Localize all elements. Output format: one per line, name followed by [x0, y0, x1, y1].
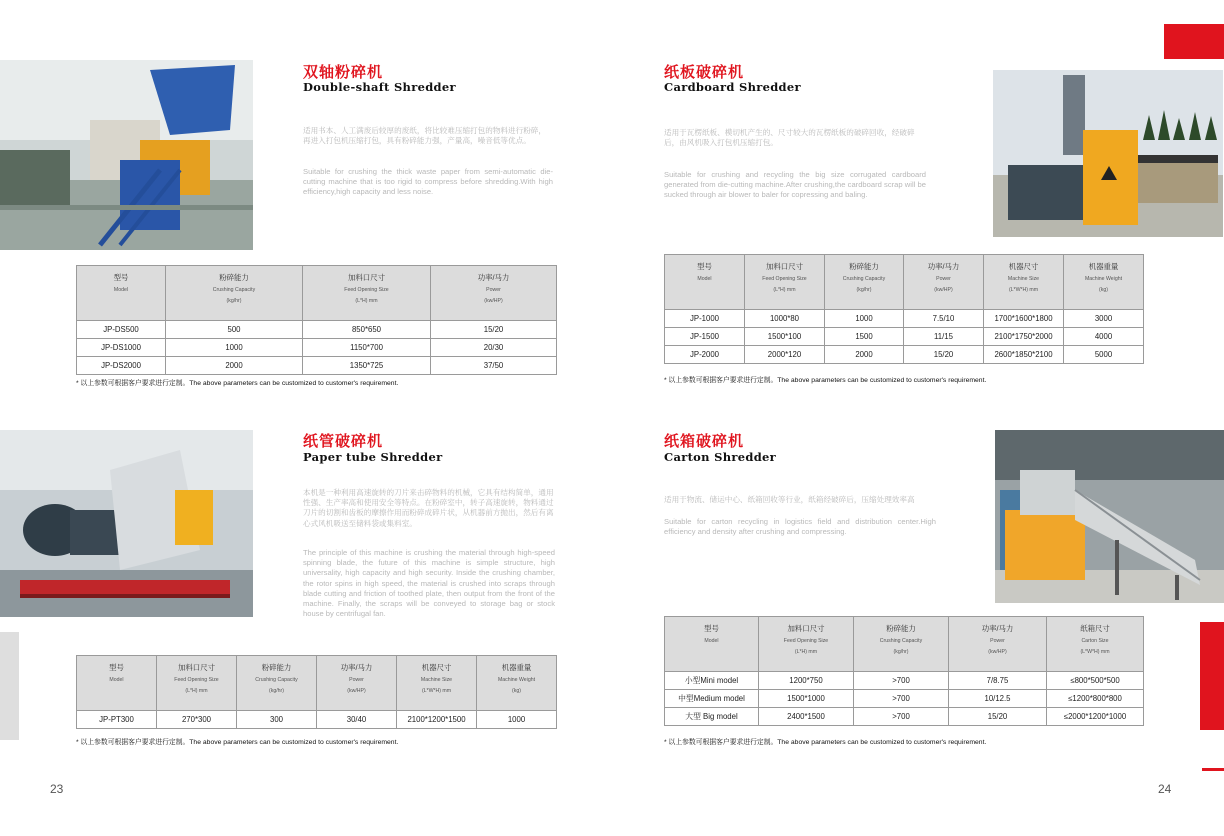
carton-spec-table	[664, 616, 1144, 726]
table-cell: 10/12.5	[949, 690, 1047, 708]
table-cell: 15/20	[904, 346, 984, 364]
customization-note: * 以上参数可根据客户要求进行定制。The above parameters can be customized to customer's requirement.	[76, 380, 399, 387]
header-cell: 型号 Model	[665, 617, 759, 672]
table-cell: 中型Medium model	[665, 690, 759, 708]
table-cell: 3000	[1064, 310, 1144, 328]
header-cell: 机器重量 Machine Weight (kg)	[1064, 255, 1144, 310]
table-cell: JP-2000	[665, 346, 745, 364]
table-cell: JP-DS2000	[77, 357, 166, 375]
header-cell: 型号 Model	[77, 656, 157, 711]
table-row	[665, 346, 1144, 364]
header-cell: 功率/马力 Power (kw/HP)	[317, 656, 397, 711]
table-row	[665, 672, 1144, 690]
table-cell: 1500	[825, 328, 904, 346]
table-cell: ≤1200*800*800	[1047, 690, 1144, 708]
table-cell: JP-DS1000	[77, 339, 166, 357]
header-cell: 粉碎能力 Crushing Capacity (kg/hr)	[854, 617, 949, 672]
header-cell: 加料口尺寸 Feed Opening Size (L*H) mm	[759, 617, 854, 672]
header-cell: 功率/马力 Power (kw/HP)	[949, 617, 1047, 672]
header-cell: 加料口尺寸 Feed Opening Size (L*H) mm	[745, 255, 825, 310]
header-cell: 粉碎能力 Crushing Capacity (kg/hr)	[237, 656, 317, 711]
cardboard-title-en: Cardboard Shredder	[664, 80, 801, 94]
paper-tube-desc-cn: 本机是一种利用高速旋转的刀片来击碎物料的机械，它具有结构简单，通用性强、生产率高和使用安全等特点。在粉碎室中，转子高速旋转，物料通过刀片的切割和齿板的摩擦作用而粉碎成碎片状，从机器前方抛出，然后有离心式风机吸送至储料袋或集料室。	[303, 488, 554, 528]
paper-tube-desc-en: The principle of this machine is crushing the material through high-speed spinning blade, the future of this machine is simple structure, high universality, high capacity and high security. Inside the crushing chamber, the rotor spins in high speed, the material is crushed into scraps through blade cutting and friction of toothed plate, then output from the front of the machine. Finally, the scraps will be conveyed to storage bag or stock house by centrifugal fan.	[303, 548, 555, 619]
customization-note: * 以上参数可根据客户要求进行定制。The above parameters can be customized to customer's requirement.	[76, 739, 399, 746]
header-cell: 机器尺寸 Machine Size (L*W*H) mm	[984, 255, 1064, 310]
table-cell: 270*300	[157, 711, 237, 729]
cardboard-desc-cn: 适用于瓦楞纸板、模切机产生的、尺寸较大的瓦楞纸板的破碎回收，经破碎后，由风机吸入打包机压缩打包。	[664, 128, 915, 148]
table-cell: ≤800*500*500	[1047, 672, 1144, 690]
table-cell: 5000	[1064, 346, 1144, 364]
double-shaft-desc-en: Suitable for crushing the thick waste paper from semi-automatic die-cutting machine that is too rigid to compress before shredding.With high efficiency,high capacity and less noise.	[303, 167, 553, 197]
table-cell: 2000*120	[745, 346, 825, 364]
table-row	[665, 328, 1144, 346]
header-cell: 功率/马力 Power (kw/HP)	[431, 266, 557, 321]
table-cell: 大型 Big model	[665, 708, 759, 726]
table-cell: 2400*1500	[759, 708, 854, 726]
table-cell: 500	[166, 321, 303, 339]
customization-note: * 以上参数可根据客户要求进行定制。The above parameters can be customized to customer's requirement.	[664, 739, 987, 746]
table-cell: >700	[854, 672, 949, 690]
table-cell: 1200*750	[759, 672, 854, 690]
side-red-line	[1202, 768, 1224, 771]
double-shaft-desc-cn: 适用书本、人工满废后较厚的废纸，将比较难压缩打包的物料进行粉碎，再进入打包机压缩打包，具有粉碎能力强，产量高，噪音低等优点。	[303, 126, 546, 146]
carton-desc-en: Suitable for carton recycling in logistics field and distribution center.High efficiency and density after crushing and compressing.	[664, 517, 936, 537]
table-cell: 15/20	[949, 708, 1047, 726]
double-shaft-spec-table	[76, 265, 557, 375]
corner-red-block	[1164, 24, 1224, 59]
table-cell: 2100*1200*1500	[397, 711, 477, 729]
header-cell: 功率/马力 Power (kw/HP)	[904, 255, 984, 310]
table-cell: 7/8.75	[949, 672, 1047, 690]
table-row	[665, 690, 1144, 708]
cardboard-title-cn: 纸板破碎机	[664, 63, 745, 81]
paper-tube-shredder-photo	[0, 430, 253, 617]
paper-tube-spec-table	[76, 655, 557, 729]
table-cell: 7.5/10	[904, 310, 984, 328]
double-shaft-title-cn: 双轴粉碎机	[303, 63, 384, 81]
side-red-tab	[1200, 622, 1224, 730]
table-cell: 2100*1750*2000	[984, 328, 1064, 346]
table-cell: 20/30	[431, 339, 557, 357]
table-cell: 小型Mini model	[665, 672, 759, 690]
header-cell: 机器尺寸 Machine Size (L*W*H) mm	[397, 656, 477, 711]
header-cell: 加料口尺寸 Feed Opening Size (L*H) mm	[157, 656, 237, 711]
table-cell: 1000*80	[745, 310, 825, 328]
header-cell: 型号 Model	[77, 266, 166, 321]
table-cell: JP-PT300	[77, 711, 157, 729]
table-cell: 37/50	[431, 357, 557, 375]
table-cell: 1700*1600*1800	[984, 310, 1064, 328]
table-cell: JP-1000	[665, 310, 745, 328]
paper-tube-title-en: Paper tube Shredder	[303, 450, 443, 464]
table-cell: JP-1500	[665, 328, 745, 346]
cardboard-shredder-photo	[993, 70, 1223, 237]
table-cell: >700	[854, 690, 949, 708]
table-cell: >700	[854, 708, 949, 726]
header-cell: 机器重量 Machine Weight (kg)	[477, 656, 557, 711]
carton-title-en: Carton Shredder	[664, 450, 777, 464]
page-number-right: 24	[1158, 782, 1172, 796]
table-cell: 1350*725	[303, 357, 431, 375]
header-cell: 型号 Model	[665, 255, 745, 310]
double-shaft-title-en: Double-shaft Shredder	[303, 80, 456, 94]
table-cell: 1000	[166, 339, 303, 357]
side-grey-tab	[0, 632, 19, 740]
carton-title-cn: 纸箱破碎机	[664, 432, 745, 450]
table-row	[77, 711, 557, 729]
table-cell: 2000	[166, 357, 303, 375]
table-cell: 850*650	[303, 321, 431, 339]
table-cell: 2600*1850*2100	[984, 346, 1064, 364]
table-cell: 300	[237, 711, 317, 729]
cardboard-desc-en: Suitable for crushing and recycling the big size corrugated cardboard generated from die-cutting machine.After crushing,the cardboard scrap will be sucked through air blower to baler for copressing and baling.	[664, 170, 926, 200]
header-cell: 纸箱尺寸 Carton Size (L*W*H) mm	[1047, 617, 1144, 672]
table-cell: 2000	[825, 346, 904, 364]
customization-note: * 以上参数可根据客户要求进行定制。The above parameters can be customized to customer's requirement.	[664, 377, 987, 384]
table-cell: 1000	[825, 310, 904, 328]
carton-desc-cn: 适用于物流、储运中心、纸箱回收等行业，纸箱经破碎后，压缩处理效率高	[664, 495, 915, 504]
table-cell: 11/15	[904, 328, 984, 346]
table-cell: 1500*1000	[759, 690, 854, 708]
table-cell: 15/20	[431, 321, 557, 339]
header-cell: 粉碎能力 Crushing Capacity (kg/hr)	[825, 255, 904, 310]
carton-shredder-photo	[995, 430, 1224, 603]
table-cell: 4000	[1064, 328, 1144, 346]
header-cell: 粉碎能力 Crushing Capacity (kg/hr)	[166, 266, 303, 321]
table-cell: JP-DS500	[77, 321, 166, 339]
cardboard-spec-table	[664, 254, 1144, 364]
table-row	[77, 339, 557, 357]
table-cell: 1500*100	[745, 328, 825, 346]
table-cell: 30/40	[317, 711, 397, 729]
header-cell: 加料口尺寸 Feed Opening Size (L*H) mm	[303, 266, 431, 321]
table-row	[77, 357, 557, 375]
table-row	[665, 708, 1144, 726]
page-number-left: 23	[50, 782, 64, 796]
table-cell: 1150*700	[303, 339, 431, 357]
table-row	[665, 310, 1144, 328]
table-row	[77, 321, 557, 339]
table-cell: ≤2000*1200*1000	[1047, 708, 1144, 726]
table-cell: 1000	[477, 711, 557, 729]
double-shaft-shredder-photo	[0, 60, 253, 250]
paper-tube-title-cn: 纸管破碎机	[303, 432, 384, 450]
